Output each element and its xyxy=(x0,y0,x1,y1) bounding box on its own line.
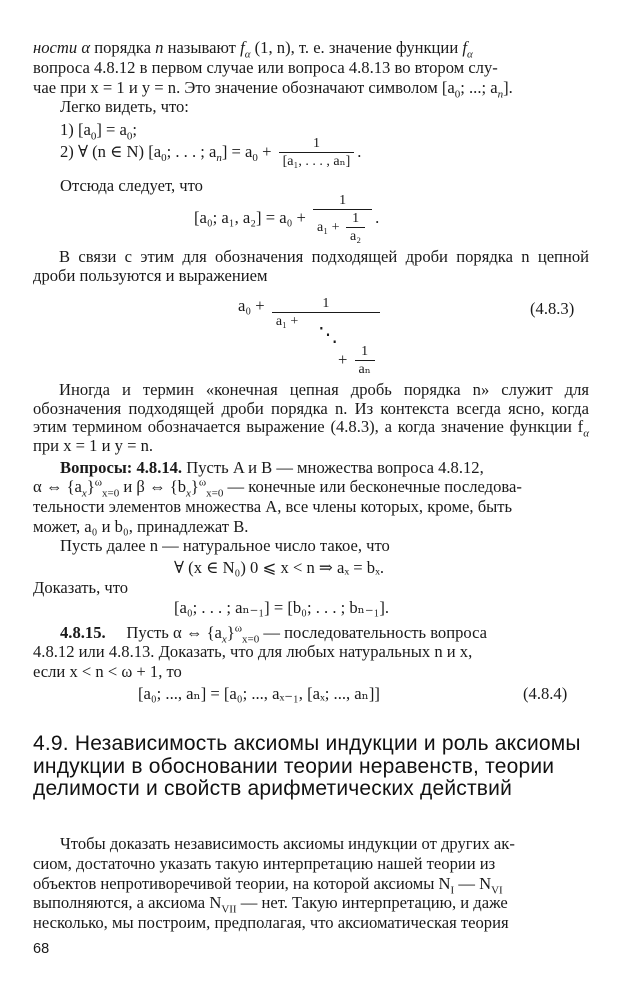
intro-line-3 xyxy=(33,78,513,101)
text: + xyxy=(257,141,272,161)
text: 0 xyxy=(90,130,97,143)
prove-line: Доказать, что xyxy=(33,578,129,597)
continued-dots: ⋱ xyxy=(318,324,338,346)
text: чае при x = 1 и y = n. Это значение обозначают символом [a xyxy=(33,78,455,97)
final-line-2: сиом, достаточно указать такую интерпретацию нашей теории из xyxy=(33,854,496,873)
text: } xyxy=(86,477,95,496)
text: a₁ + xyxy=(317,220,340,236)
equation-number-4-8-3: (4.8.3) xyxy=(530,299,575,318)
text: } xyxy=(190,477,199,496)
text: 0 xyxy=(126,130,133,143)
intro-line-1 xyxy=(33,38,589,61)
text: ; ...; a xyxy=(460,78,498,97)
text: x xyxy=(221,633,227,646)
text: ]. xyxy=(503,78,513,97)
text: порядка xyxy=(94,38,151,57)
text: a₀ + xyxy=(238,296,265,315)
final-line-4 xyxy=(33,893,508,916)
text: α xyxy=(244,48,251,61)
text: + xyxy=(338,349,348,369)
text: x xyxy=(186,487,191,500)
text: 1) [a xyxy=(60,120,91,139)
continued-fraction xyxy=(313,193,372,245)
text: ] = a xyxy=(96,120,127,139)
equation-4-8-3-tail xyxy=(338,344,378,378)
paragraph-2: В связи с этим для обозначения подходящей дроби порядка n цепной дроби пользуются и выражением xyxy=(33,247,589,285)
text: α xyxy=(583,427,589,440)
equation-prove: [a₀; . . . ; aₙ₋₁] = [b₀; . . . ; bₙ₋₁]. xyxy=(174,598,390,617)
text: (1, n), т. е. значение функции xyxy=(254,38,459,57)
text: — нет. Такую интерпретацию, и даже xyxy=(236,893,508,912)
text: ω xyxy=(198,476,207,489)
denominator: a₂ xyxy=(346,227,365,245)
text: Пусть α ⇔ {a xyxy=(126,623,222,642)
text: x xyxy=(81,487,87,500)
text: . xyxy=(375,207,380,227)
question-4-8-15-line-3: если x < n < ω + 1, то xyxy=(33,662,182,681)
text: 0 xyxy=(252,152,258,165)
text: — N xyxy=(454,874,492,893)
text: Пусть A и B — множества вопроса 4.8.12, xyxy=(182,458,484,477)
text: при x = 1 и y = n. xyxy=(33,435,154,455)
equation-number-4-8-4: (4.8.4) xyxy=(523,684,568,703)
denominator: a₁ + xyxy=(272,312,380,330)
text: α xyxy=(466,48,473,61)
text: и β ⇔ {b xyxy=(119,477,187,496)
numerator: 1 xyxy=(322,296,330,311)
text: ω xyxy=(234,622,243,635)
final-line-5: несколько, мы построим, предполагая, что аксиоматическая теория xyxy=(33,913,509,932)
final-line-3 xyxy=(33,874,503,897)
text: f xyxy=(462,38,467,57)
text: VII xyxy=(221,903,237,916)
denominator xyxy=(313,209,372,245)
text: f xyxy=(240,38,245,57)
text: 2) ∀ (n ∈ N) [a xyxy=(60,141,162,161)
text: } xyxy=(226,623,235,642)
text: n xyxy=(497,88,504,101)
text: Иногда и термин «конечная цепная дробь порядка n» служит для обозначения подходящей дроби порядка n. Из контекста всегда ясно, когда этим термином обозначается выражение (4.8.3), а когда значение функции f xyxy=(33,380,589,437)
paragraph-3 xyxy=(33,381,589,455)
text: . xyxy=(357,141,362,161)
text: называют xyxy=(167,38,236,57)
equation-4-8-4: [a₀; ..., aₙ] = [a₀; ..., aₓ₋₁, [aₓ; ..., aₙ]] xyxy=(138,684,380,703)
text: n xyxy=(216,152,222,165)
fraction xyxy=(279,136,355,170)
question-4-8-14-line-4: может, a₀ и b₀, принадлежат B. xyxy=(33,517,249,536)
equation-4-8-3 xyxy=(238,296,383,330)
text: ω xyxy=(94,476,103,489)
text: ности xyxy=(33,38,78,57)
text: — конечные или бесконечные последова- xyxy=(223,477,522,496)
question-4-8-15-line-2: 4.8.12 или 4.8.13. Доказать, что для любых натуральных n и x, xyxy=(33,642,473,661)
text: x=0 xyxy=(242,633,260,646)
section-heading: 4.9. Независимость аксиомы индукции и роль аксиомы индукции в обосновании теории неравенств, теории делимости и свойств арифметических действий xyxy=(33,732,581,800)
text: 0 xyxy=(454,88,461,101)
text: объектов непротиворечивой теории, на которой аксиомы N xyxy=(33,874,451,893)
final-line-1: Чтобы доказать независимость аксиомы индукции от других ак- xyxy=(60,834,515,853)
question-4-8-14-line-3: тельности элементов множества A, все члены которых, кроме, быть xyxy=(33,497,513,516)
intro-line-2: вопроса 4.8.12 в первом случае или вопроса 4.8.13 во втором слу- xyxy=(33,58,498,77)
question-4-8-15-line-1 xyxy=(60,622,488,646)
question-label: 4.8.15. xyxy=(60,623,106,642)
text: 0 xyxy=(161,152,167,165)
denominator: [a₁, . . . , aₙ] xyxy=(279,152,355,170)
text: I xyxy=(450,884,455,897)
text: ; . . . ; a xyxy=(166,141,217,161)
text: ] = a xyxy=(221,141,253,161)
intro-line-4: Легко видеть, что: xyxy=(60,97,189,116)
text: n xyxy=(155,38,164,57)
item-2 xyxy=(60,136,361,170)
numerator: 1 xyxy=(312,136,320,151)
equation-three-term xyxy=(194,193,379,245)
text: выполняются, а аксиома N xyxy=(33,893,222,912)
numerator: 1 xyxy=(339,193,347,208)
text: VI xyxy=(491,884,503,897)
hence-line: Отсюда следует, что xyxy=(60,176,203,195)
further-line: Пусть далее n — натуральное число такое, что xyxy=(60,536,390,555)
text: — последовательность вопроса xyxy=(259,623,488,642)
text: α ⇔ {a xyxy=(33,477,82,496)
denominator: aₙ xyxy=(355,360,375,378)
fraction xyxy=(355,344,375,378)
text: ; xyxy=(132,120,138,139)
text: x=0 xyxy=(206,487,224,500)
text: α xyxy=(81,38,91,57)
numerator: 1 xyxy=(352,211,360,226)
text: x=0 xyxy=(102,487,120,500)
inner-fraction xyxy=(346,211,365,245)
text: [a₀; a₁, a₂] = a₀ + xyxy=(194,207,306,227)
equation-condition: ∀ (x ∈ N₀) 0 ⩽ x < n ⇒ aₓ = bₓ. xyxy=(174,558,385,577)
numerator: 1 xyxy=(361,344,369,359)
page-number: 68 xyxy=(33,941,50,957)
question-4-8-14-line-1 xyxy=(60,458,484,477)
question-4-8-14-line-2 xyxy=(33,476,522,500)
question-label: Вопросы: 4.8.14. xyxy=(60,458,183,477)
